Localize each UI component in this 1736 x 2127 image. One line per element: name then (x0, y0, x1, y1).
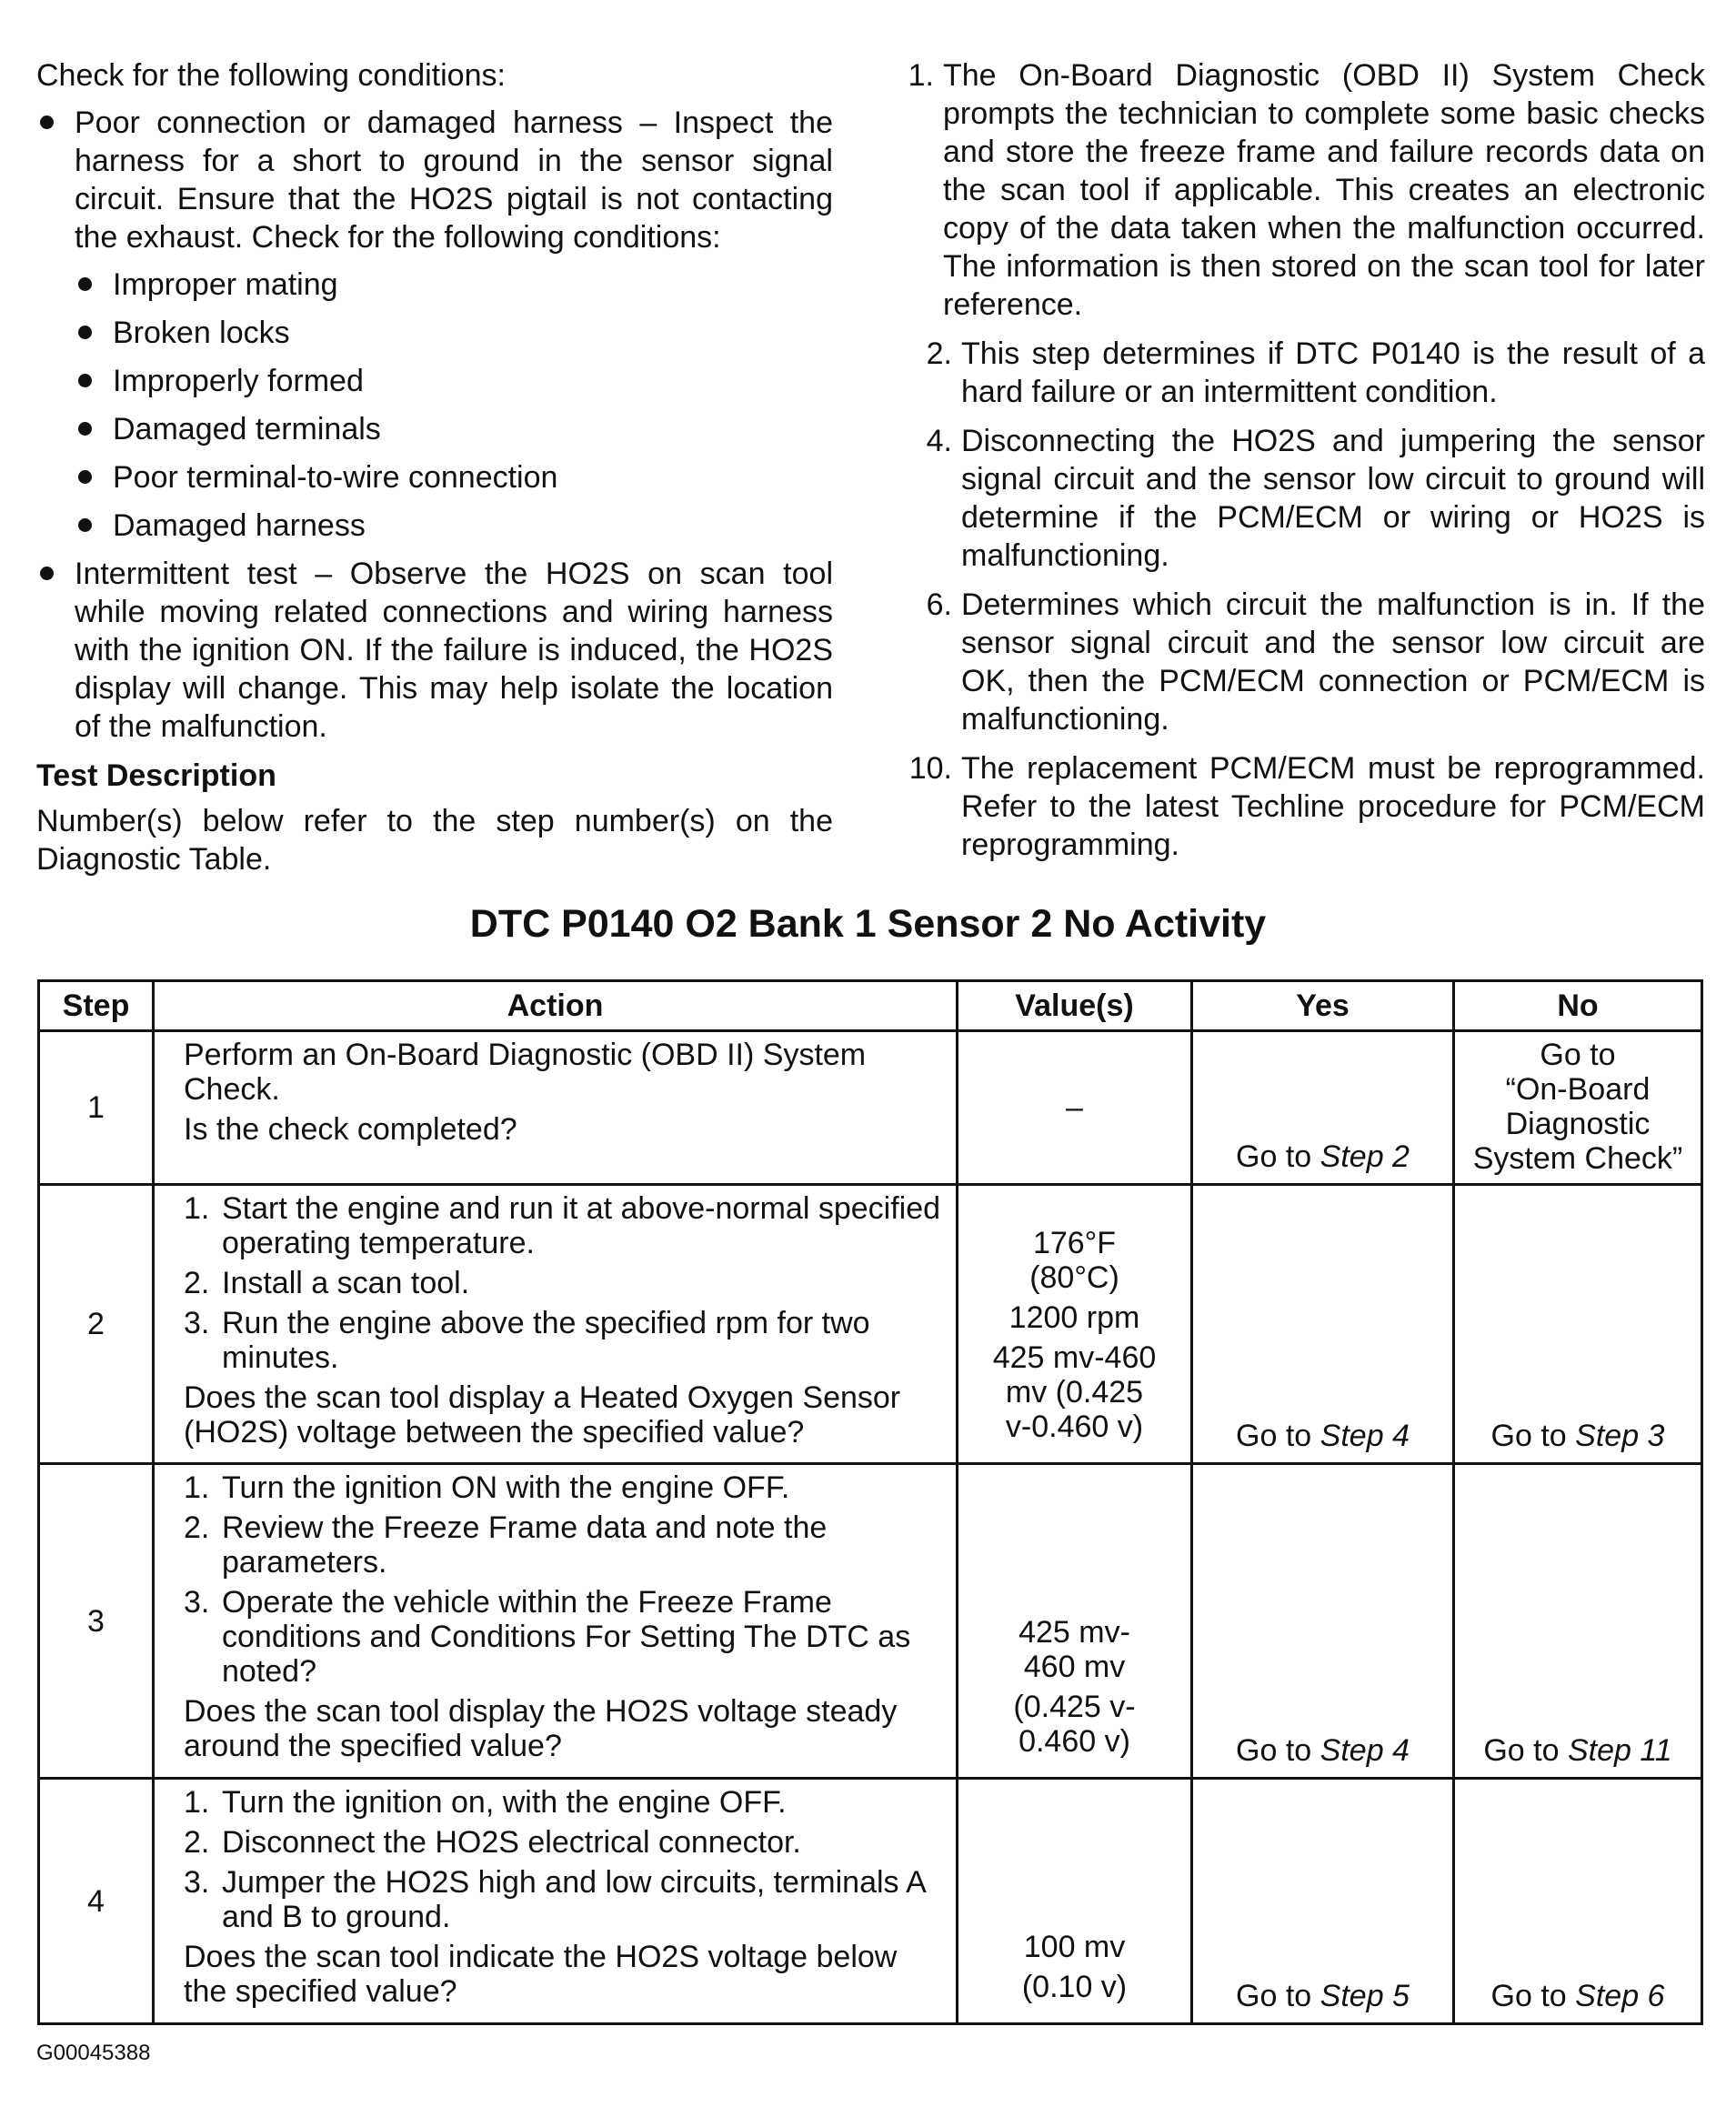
step-link[interactable]: Step 11 (1567, 1733, 1672, 1768)
bullet-icon (78, 422, 92, 436)
list-item: 4. Disconnecting the HO2S and jumpering the sensor signal circuit and the sensor low circuit to ground will determine if the PCM/ECM or wiring or HO2S is malfunctioning. (926, 424, 1705, 573)
header-values: Value(s) (958, 981, 1192, 1031)
table-header-row (39, 981, 1702, 1031)
no-cell: Go to Step 6 (1454, 1779, 1702, 2024)
list-item: Broken locks (75, 314, 833, 352)
conditions-list (36, 104, 833, 746)
left-column (36, 56, 833, 878)
action-cell: Perform an On-Board Diagnostic (OBD II) System Check. Is the check completed? (154, 1031, 958, 1185)
sub-conditions-list (75, 266, 833, 545)
condition-text: Intermittent test – Observe the HO2S on scan tool while moving related connections and wiring harness with the ignition ON. If the failure is induced, the HO2S display will change. This may help isolate the location of the malfunction. (75, 557, 833, 744)
step-number: 1 (39, 1031, 154, 1185)
section-heading: Test Description (36, 758, 276, 793)
action-cell: 1. Turn the ignition on, with the engine OFF. 2. Disconnect the HO2S electrical connector. 3. Jumper the HO2S high and low circuits, terminals A and B to ground. Does the scan tool indicate the HO2S voltage below the specified value? (154, 1779, 958, 2024)
test-description-notes (905, 56, 1705, 864)
header-step: Step (39, 981, 154, 1031)
table-row (39, 1185, 1702, 1464)
values-cell: 176°F (80°C) 1200 rpm 425 mv-460 mv (0.425 v-0.460 v) (958, 1185, 1192, 1464)
condition-text: Poor connection or damaged harness – Inspect the harness for a short to ground in the sensor signal circuit. Ensure that the HO2S pigtail is not contacting the exhaust. Check for the following conditions: (75, 105, 833, 255)
list-item: Damaged terminals (75, 410, 833, 448)
right-column (905, 56, 1705, 875)
list-item: 10. The replacement PCM/ECM must be reprogrammed. Refer to the latest Techline procedure for PCM/ECM reprogramming. (908, 751, 1705, 862)
step-link[interactable]: Step 4 (1320, 1419, 1410, 1453)
values-cell: – (958, 1031, 1192, 1185)
table-row (39, 1464, 1702, 1779)
step-link[interactable]: Step 3 (1575, 1419, 1665, 1453)
table-row (39, 1779, 1702, 2024)
yes-cell: Go to Step 2 (1192, 1031, 1454, 1185)
bullet-icon (78, 326, 92, 339)
list-item (36, 555, 833, 746)
step-link[interactable]: Step 5 (1320, 1979, 1410, 2013)
header-yes: Yes (1192, 981, 1454, 1031)
step-link[interactable]: Step 4 (1320, 1733, 1410, 1768)
step-link[interactable]: “On-Board Diagnostic System Check” (1472, 1072, 1683, 1176)
header-action: Action (154, 981, 958, 1031)
bullet-icon (78, 374, 92, 387)
list-item: Improperly formed (75, 362, 833, 400)
yes-cell: Go to Step 4 (1192, 1185, 1454, 1464)
table-title: DTC P0140 O2 Bank 1 Sensor 2 No Activity (469, 902, 1267, 946)
figure-code: G00045388 (36, 2041, 151, 2065)
list-item: 6. Determines which circuit the malfunction is in. If the sensor signal circuit and the sensor low circuit are OK, then the PCM/ECM connection or PCM/ECM is malfunctioning. (926, 587, 1705, 737)
action-cell: 1. Start the engine and run it at above-normal specified operating temperature. 2. Install a scan tool. 3. Run the engine above the specified rpm for two minutes. Does the scan tool display a Heated Oxygen Sensor (HO2S) voltage between the specified value? (154, 1185, 958, 1464)
step-number: 2 (39, 1185, 154, 1464)
list-item: 1. The On-Board Diagnostic (OBD II) System Check prompts the technician to complete some basic checks and store the freeze frame and failure records data on the scan tool if applicable. This creates an electronic copy of the data taken when the malfunction occurred. The information is then stored on the scan tool for later reference. (908, 58, 1705, 322)
yes-cell: Go to Step 4 (1192, 1464, 1454, 1779)
list-item: Poor terminal-to-wire connection (75, 458, 833, 497)
values-cell: 100 mv (0.10 v) (958, 1779, 1192, 2024)
list-item: Improper mating (75, 266, 833, 304)
list-item: 2. This step determines if DTC P0140 is the result of a hard failure or an intermittent condition. (926, 336, 1705, 409)
list-item: Damaged harness (75, 507, 833, 545)
bullet-icon (78, 470, 92, 484)
bullet-icon (40, 567, 54, 580)
list-item (36, 104, 833, 545)
table-row (39, 1031, 1702, 1185)
step-number: 4 (39, 1779, 154, 2024)
section-text: Number(s) below refer to the step number(s) on the Diagnostic Table. (36, 804, 833, 877)
values-cell: 425 mv-460 mv (0.425 v-0.460 v) (958, 1464, 1192, 1779)
bullet-icon (78, 277, 92, 291)
diagnostic-table (37, 979, 1703, 2025)
yes-cell: Go to Step 5 (1192, 1779, 1454, 2024)
header-no: No (1454, 981, 1702, 1031)
conditions-intro: Check for the following conditions: (36, 58, 506, 93)
step-link[interactable]: Step 2 (1320, 1139, 1410, 1174)
action-cell: 1. Turn the ignition ON with the engine OFF. 2. Review the Freeze Frame data and note the parameters. 3. Operate the vehicle within the Freeze Frame conditions and Conditions For Setting The DTC as noted? Does the scan tool display the HO2S voltage steady around the specified value? (154, 1464, 958, 1779)
no-cell: Go to Step 3 (1454, 1185, 1702, 1464)
step-link[interactable]: Step 6 (1575, 1979, 1665, 2013)
no-cell: Go to “On-Board Diagnostic System Check” (1454, 1031, 1702, 1185)
bullet-icon (40, 115, 54, 129)
bullet-icon (78, 518, 92, 532)
no-cell: Go to Step 11 (1454, 1464, 1702, 1779)
step-number: 3 (39, 1464, 154, 1779)
